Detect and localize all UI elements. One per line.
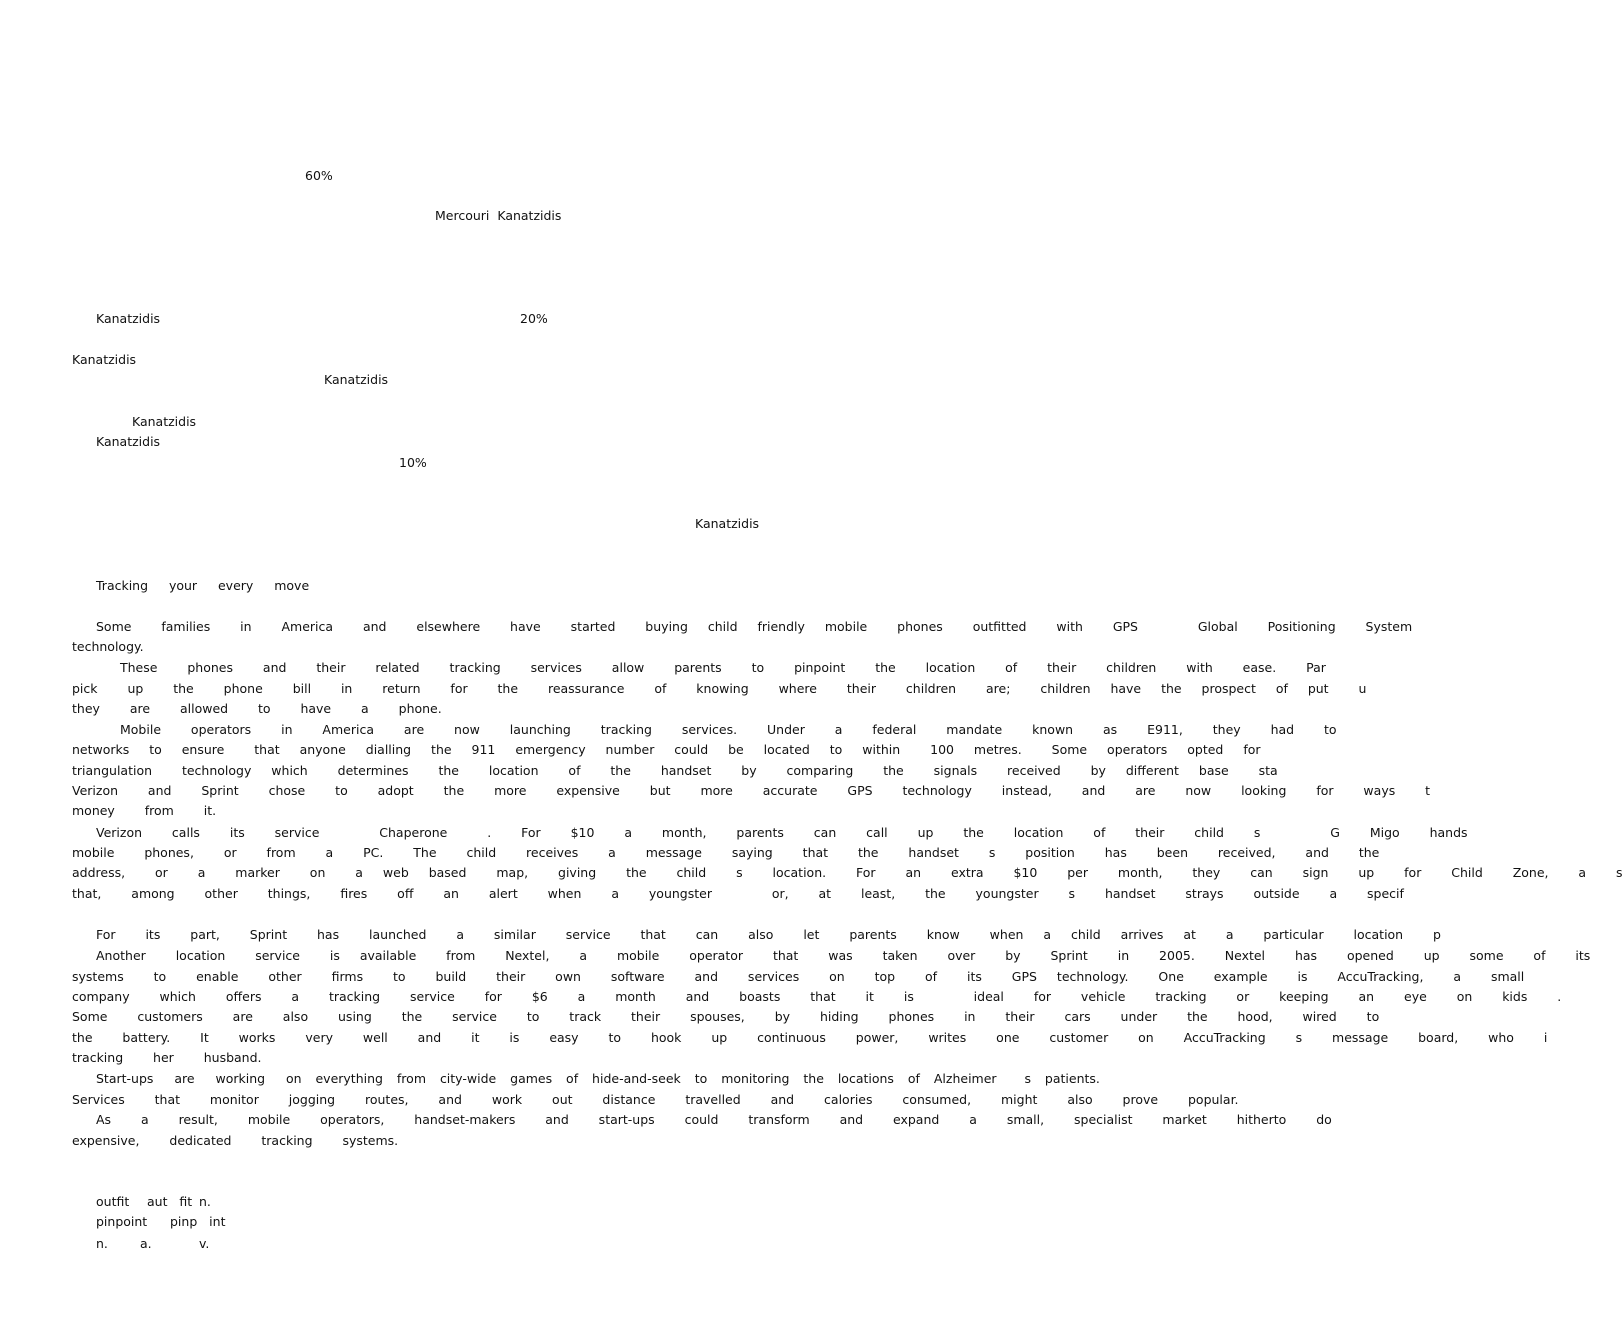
article-line: technology. xyxy=(72,639,144,654)
article-line: company which offers a tracking service for $6 a month and boasts that it is ideal for vehicle tracking or keeping an eye on kids . xyxy=(72,989,1562,1004)
article-line: Verizon and Sprint chose to adopt the more expensive but more accurate GPS technology instead, and are now looking for ways t xyxy=(72,783,1431,798)
article-line: expensive, dedicated tracking systems. xyxy=(72,1133,399,1148)
name-label: Mercouri Kanatzidis xyxy=(435,208,562,223)
name-label: Kanatzidis xyxy=(96,434,161,449)
percent-label-60: 60% xyxy=(305,168,333,183)
article-line: pick up the phone bill in return for the reassurance of knowing where their children are; children have the prospect of put u xyxy=(72,681,1367,696)
name-label: Kanatzidis xyxy=(72,352,137,367)
article-line: mobile phones, or from a PC. The child receives a message saying that the handset s position has been received, and the xyxy=(72,845,1380,860)
glossary-part-of-speech: n. xyxy=(199,1194,211,1209)
article-line: address, or a marker on a web based map, giving the child s location. For an extra $10 per month, they can sign up for Child Zone, a s xyxy=(72,865,1623,880)
article-line: These phones and their related tracking services allow parents to pinpoint the location of their children with ease. Par xyxy=(120,660,1326,675)
article-line: tracking her husband. xyxy=(72,1050,262,1065)
glossary-part-of-speech: a. xyxy=(140,1236,152,1251)
glossary-phonetic: aut fit xyxy=(147,1194,193,1209)
article-line: Start-ups are working on everything from city-wide games of hide-and-seek to monitoring the locations of Alzheimer s patients. xyxy=(96,1071,1100,1086)
name-label: Kanatzidis xyxy=(324,372,389,387)
name-label: Kanatzidis xyxy=(96,311,161,326)
article-line: As a result, mobile operators, handset-makers and start-ups could transform and expand a small, specialist market hitherto do xyxy=(96,1112,1332,1127)
article-line: networks to ensure that anyone dialling the 911 emergency number could be located to within 100 metres. Some operators opted for xyxy=(72,742,1261,757)
article-line: For its part, Sprint has launched a similar service that can also let parents know when a child arrives at a particular location p xyxy=(96,927,1441,942)
glossary-part-of-speech: v. xyxy=(199,1236,210,1251)
article-line: money from it. xyxy=(72,803,217,818)
article-line: Verizon calls its service Chaperone . For $10 a month, parents can call up the location of their child s G Migo hands xyxy=(96,825,1468,840)
article-line: Services that monitor jogging routes, and work out distance travelled and calories consumed, might also prove popular. xyxy=(72,1092,1239,1107)
glossary-word: pinpoint xyxy=(96,1214,148,1229)
article-line: Some customers are also using the service to track their spouses, by hiding phones in their cars under the hood, wired to xyxy=(72,1009,1380,1024)
article-line: Mobile operators in America are now launching tracking services. Under a federal mandate known as E911, they had to xyxy=(120,722,1337,737)
percent-label-10: 10% xyxy=(399,455,427,470)
article-line: they are allowed to have a phone. xyxy=(72,701,442,716)
glossary-word: outfit xyxy=(96,1194,130,1209)
glossary-phonetic: pinp int xyxy=(170,1214,226,1229)
article-line: the battery. It works very well and it is easy to hook up continuous power, writes one customer on AccuTracking s message board, who i xyxy=(72,1030,1548,1045)
name-label: Kanatzidis xyxy=(132,414,197,429)
article-line: systems to enable other firms to build their own software and services on top of its GPS technology. One example is AccuTracking, a small xyxy=(72,969,1525,984)
article-title: Tracking your every move xyxy=(96,578,310,593)
glossary-part-of-speech: n. xyxy=(96,1236,108,1251)
name-label: Kanatzidis xyxy=(695,516,760,531)
article-line: that, among other things, fires off an alert when a youngster or, at least, the youngster s handset strays outside a specif xyxy=(72,886,1404,901)
percent-label-20: 20% xyxy=(520,311,548,326)
article-line: triangulation technology which determines the location of the handset by comparing the signals received by different base sta xyxy=(72,763,1278,778)
article-line: Some families in America and elsewhere have started buying child friendly mobile phones outfitted with GPS Global Positioning System xyxy=(96,619,1413,634)
article-line: Another location service is available from Nextel, a mobile operator that was taken over by Sprint in 2005. Nextel has opened up some of its xyxy=(96,948,1591,963)
